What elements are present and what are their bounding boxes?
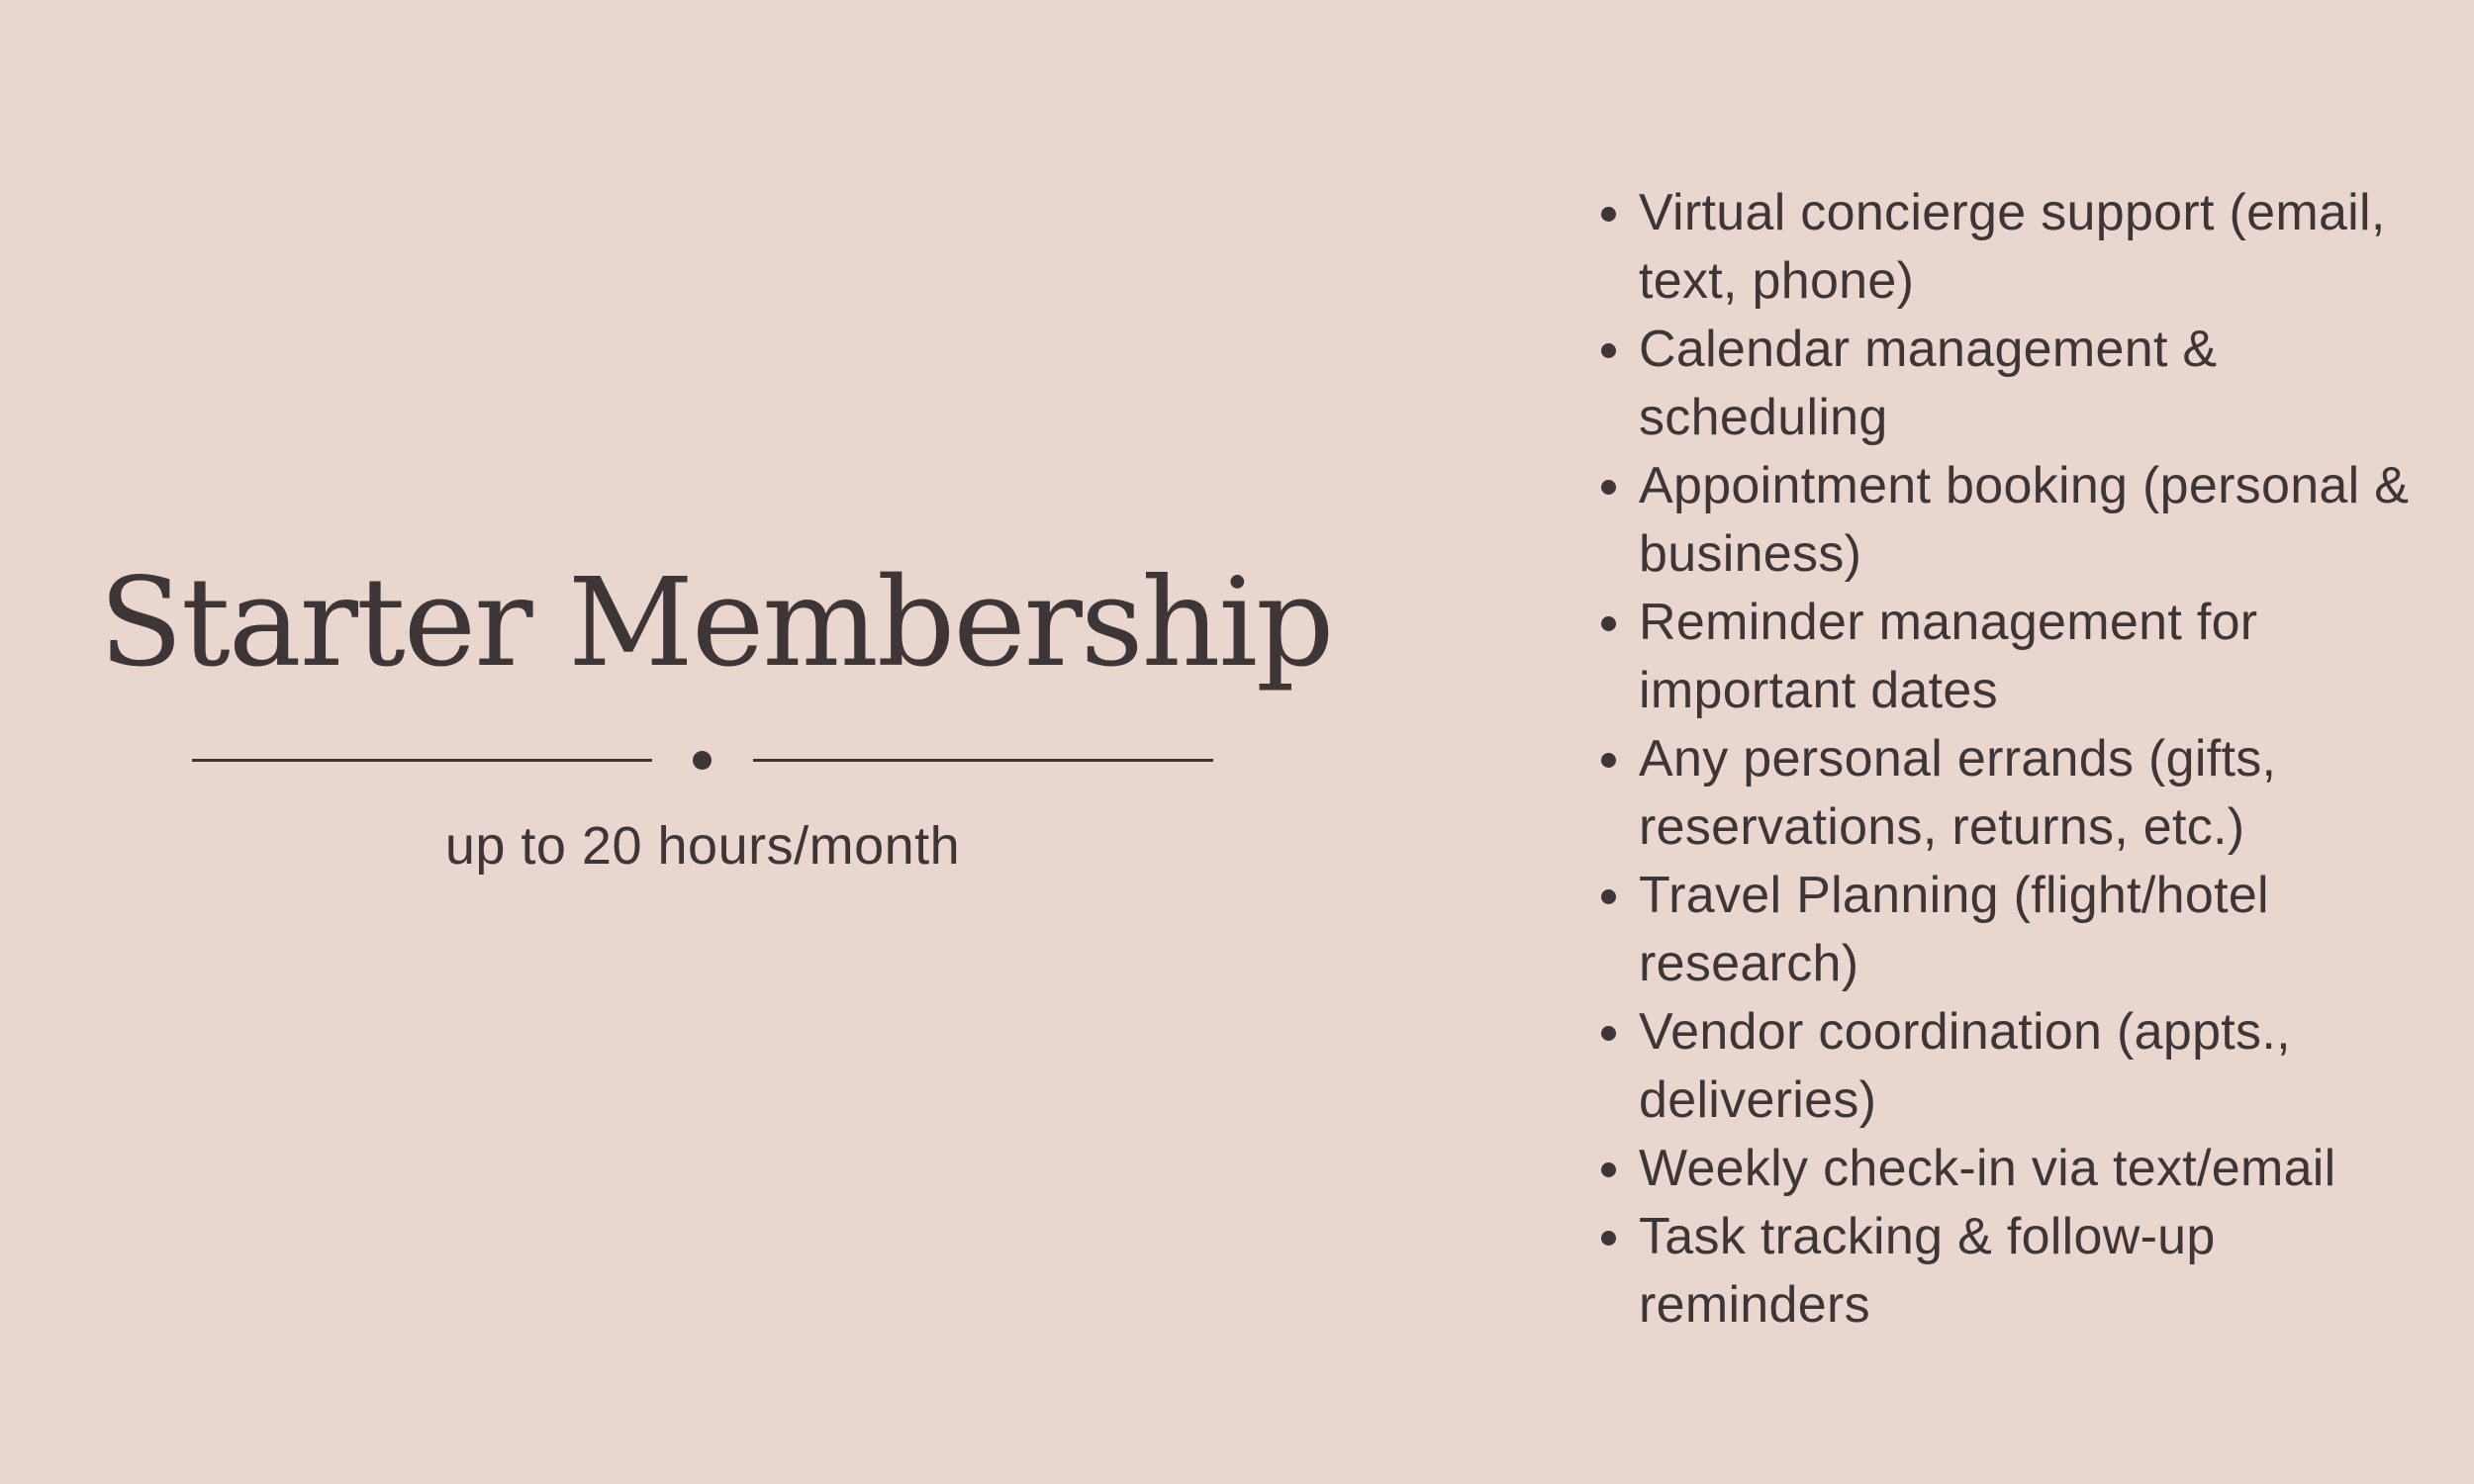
ornamental-divider (192, 750, 1213, 770)
feature-item (1601, 316, 2452, 452)
feature-text: Vendor coordination (appts., deliveries) (1639, 1003, 2291, 1129)
feature-text: Reminder management for important dates (1639, 594, 2258, 719)
bullet-icon (1601, 1026, 1616, 1041)
bullet-icon (1601, 1162, 1616, 1177)
feature-list (1601, 179, 2452, 1340)
divider-dot (693, 751, 712, 770)
plan-title: Starter Membership (99, 552, 1333, 695)
feature-item (1601, 589, 2452, 725)
bullet-icon (1601, 753, 1616, 768)
bullet-icon (1601, 616, 1616, 631)
plan-panel (99, 534, 1333, 877)
feature-text: Calendar management & scheduling (1639, 321, 2218, 446)
feature-item (1601, 1135, 2452, 1203)
feature-text: Weekly check-in via text/email (1639, 1140, 2336, 1197)
feature-item (1601, 452, 2452, 589)
feature-item (1601, 1203, 2452, 1340)
divider-line-left (192, 759, 652, 762)
feature-text: Task tracking & follow-up reminders (1639, 1208, 2216, 1334)
feature-item (1601, 998, 2452, 1135)
bullet-icon (1601, 207, 1616, 222)
feature-item (1601, 862, 2452, 998)
feature-text: Appointment booking (personal & business) (1639, 457, 2410, 583)
bullet-icon (1601, 343, 1616, 358)
feature-item (1601, 179, 2452, 316)
bullet-icon (1601, 480, 1616, 495)
bullet-icon (1601, 1231, 1616, 1246)
feature-item (1601, 725, 2452, 862)
divider-line-right (753, 759, 1213, 762)
feature-text: Any personal errands (gifts, reservations, returns, etc.) (1639, 730, 2277, 856)
bullet-icon (1601, 889, 1616, 904)
feature-text: Virtual concierge support (email, text, phone) (1639, 184, 2386, 310)
feature-text: Travel Planning (flight/hotel research) (1639, 867, 2269, 992)
plan-hours: up to 20 hours/month (444, 816, 961, 876)
